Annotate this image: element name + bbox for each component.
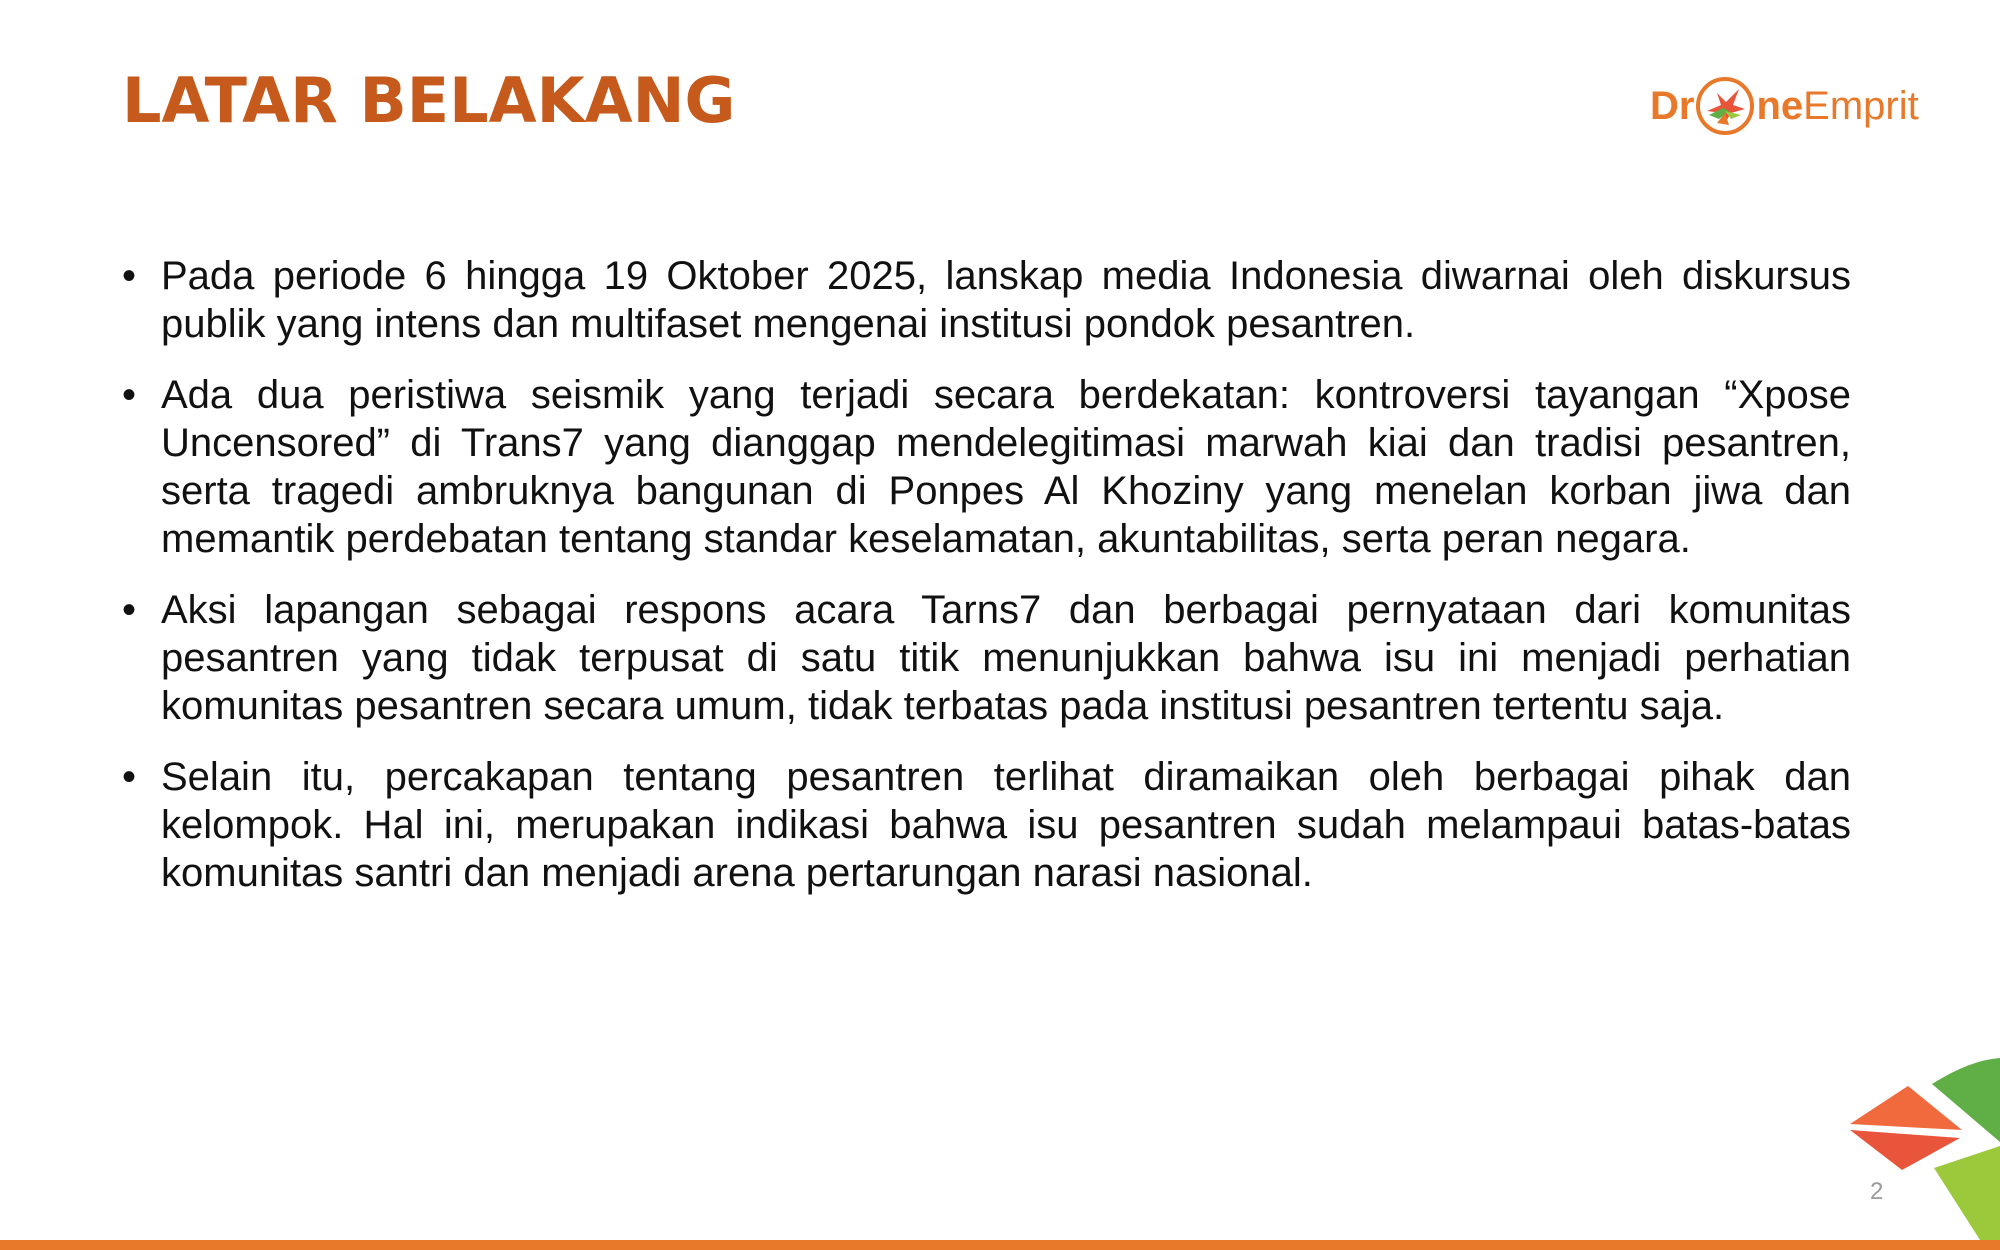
bullet-marker: • <box>122 373 137 417</box>
logo-text-emprit: Emprit <box>1803 84 1919 128</box>
bullet-text: Selain itu, percakapan tentang pesantren terlihat diramaikan oleh berbagai pihak dan kelompok. Hal ini, merupakan indikasi bahwa isu pesantren sudah melampaui batas-batas komunitas santri dan menjadi arena pertarungan narasi nasional. <box>161 755 1851 895</box>
bullet-marker: • <box>122 254 137 298</box>
corner-decoration <box>1840 1050 2000 1240</box>
bullet-text: Aksi lapangan sebagai respons acara Tarns7 dan berbagai pernyataan dari komunitas pesantren yang tidak terpusat di satu titik menunjukkan bahwa isu ini menjadi perhatian komunitas pesantren secara umum, tidak terbatas pada institusi pesantren tertentu saja. <box>161 588 1851 728</box>
bullet-text: Ada dua peristiwa seismik yang terjadi secara berdekatan: kontroversi tayangan “Xpose Uncensored” di Trans7 yang dianggap mendelegitimasi marwah kiai dan tradisi pesantren, serta tragedi ambruknya bangunan di Ponpes Al Khoziny yang menelan korban jiwa dan memantik perdebatan tentang standar keselamatan, akuntabilitas, serta peran negara. <box>161 373 1851 561</box>
bullet-item <box>122 753 1851 897</box>
drone-bird-icon <box>1695 75 1755 137</box>
bullet-item <box>122 252 1851 348</box>
logo-text-dr: Dr <box>1650 84 1695 128</box>
bullet-item <box>122 371 1851 563</box>
slide-title: LATAR BELAKANG <box>122 64 736 137</box>
bullet-text: Pada periode 6 hingga 19 Oktober 2025, lanskap media Indonesia diwarnai oleh diskursus publik yang intens dan multifaset mengenai institusi pondok pesantren. <box>161 254 1851 346</box>
bullet-marker: • <box>122 588 137 632</box>
bullet-item <box>122 586 1851 730</box>
drone-emprit-logo <box>1650 74 1919 138</box>
page-number: 2 <box>1870 1178 1884 1205</box>
bullet-marker: • <box>122 755 137 799</box>
bottom-accent-bar <box>0 1240 2000 1250</box>
logo-text-ne: ne <box>1756 84 1804 128</box>
bullet-list <box>122 252 1851 920</box>
